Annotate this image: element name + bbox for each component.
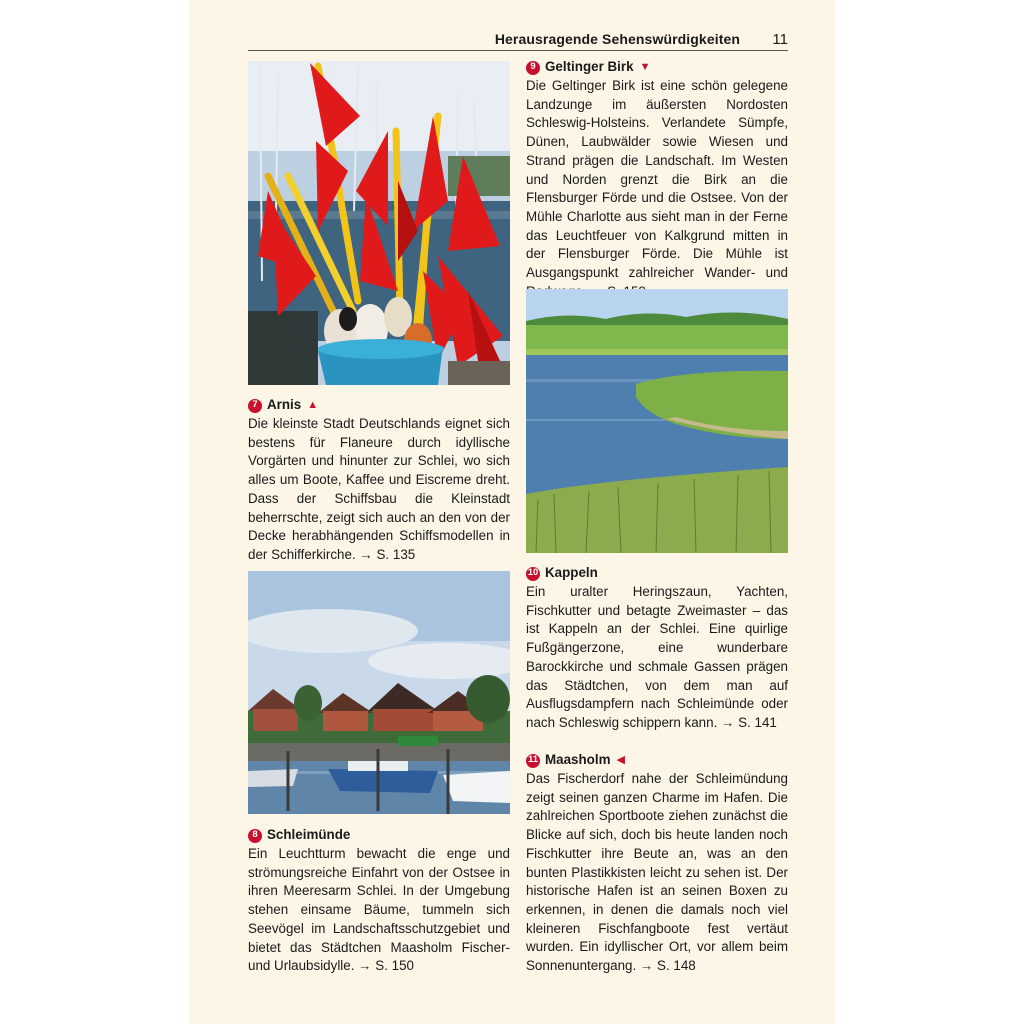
entry-body: Ein uralter Heringszaun, Yachten, Fischkutter und betagte Zweimaster – das ist Kappeln an der Schlei. Eine quirlige Fußgängerzone, eine wunderbare Barockkirche und schmale Gassen prägen das Städtchen, von dem man auf Ausflugsdampfern nach Schleimünde oder nach Schleswig schippern kann. → S. 141 (526, 584, 788, 730)
entry-schleimuende (248, 826, 510, 976)
entry-heading (248, 396, 510, 415)
entry-heading (526, 564, 788, 583)
entry-body: Ein Leuchtturm bewacht die enge und strömungsreiche Einfahrt von der Ostsee in ihren Meeresarm Schlei. In der Umgebung stehen einsame Bäume, tummeln sich Seevögel im Landschaftsschutzgebiet und bietet das Städtchen Maasholm Fischer- und Urlaubsidylle. → S. 150 (248, 846, 510, 974)
page-number: 11 (772, 31, 788, 48)
entry-arnis (248, 396, 510, 565)
entry-body: Die kleinste Stadt Deutschlands eignet sich bestens für Flaneure durch idyllische Vorgärten und hinunter zur Schlei, wo sich alles um Boote, Kaffee und Eiscreme dreht. Dass der Schiffsbau die Kleinstadt beherrschte, zeigt sich auch an den von der Decke herabhängenden Schiffsmodellen in der Schifferkirche. → S. 135 (248, 416, 510, 562)
entry-heading (526, 58, 788, 77)
entry-heading (248, 826, 510, 845)
number-badge: 9 (526, 61, 540, 75)
entry-title: Arnis (267, 397, 302, 413)
entry-body: Das Fischerdorf nahe der Schleimündung zeigt seinen ganzen Charme im Hafen. Die zahlreichen Sportboote ziehen zunächst die Blicke auf sich, doch bis heute landen noch Fischkutter ihre Beute an, was an den bunten Plastikkisten leicht zu sehen ist. Der historische Hafen ist an seinen Boxen zu erkennen, in denen die damals noch viel kleineren Fischfangboote fest vertäut wurden. Ein idyllischer Ort, vor allem beim Sonnenuntergang. → S. 148 (526, 771, 788, 974)
entry-body: Die Geltinger Birk ist eine schön gelegene Landzunge im äußersten Nordosten Schleswig-Holsteins. Verlandete Sümpfe, Dünen, Laubwälder sowie Wiesen und Strand prägen die Landschaft. Im Westen und Norden grenzt die Birk an die Flensburger Förde und die Ostsee. Von der Mühle Charlotte aus sieht man in der Ferne das Leuchtfeuer von Kalkgrund mitten in der Flensburger Förde. Die Mühle ist Ausgangspunkt zahlreicher Wander- und (526, 78, 788, 281)
triangle-left-icon: ◀ (616, 754, 625, 767)
triangle-up-icon: ▲ (307, 399, 319, 412)
entry-maasholm (526, 751, 788, 976)
entry-geltinger-birk (526, 58, 788, 301)
number-badge: 10 (526, 567, 540, 581)
photo-fishing-flags (248, 61, 510, 385)
entry-title: Schleimünde (267, 827, 351, 843)
page-header (248, 30, 788, 51)
number-badge: 11 (526, 754, 540, 768)
entry-kappeln (526, 564, 788, 733)
section-title: Herausragende Sehenswürdigkeiten (494, 31, 740, 47)
number-badge: 8 (248, 829, 262, 843)
photo-harbour (248, 571, 510, 814)
number-badge: 7 (248, 399, 262, 413)
entry-title: Maasholm (545, 752, 611, 768)
photo-lagoon (526, 289, 788, 553)
entry-heading (526, 751, 788, 770)
triangle-down-icon: ▼ (639, 61, 651, 74)
entry-title: Geltinger Birk (545, 59, 634, 75)
entry-title: Kappeln (545, 565, 598, 581)
